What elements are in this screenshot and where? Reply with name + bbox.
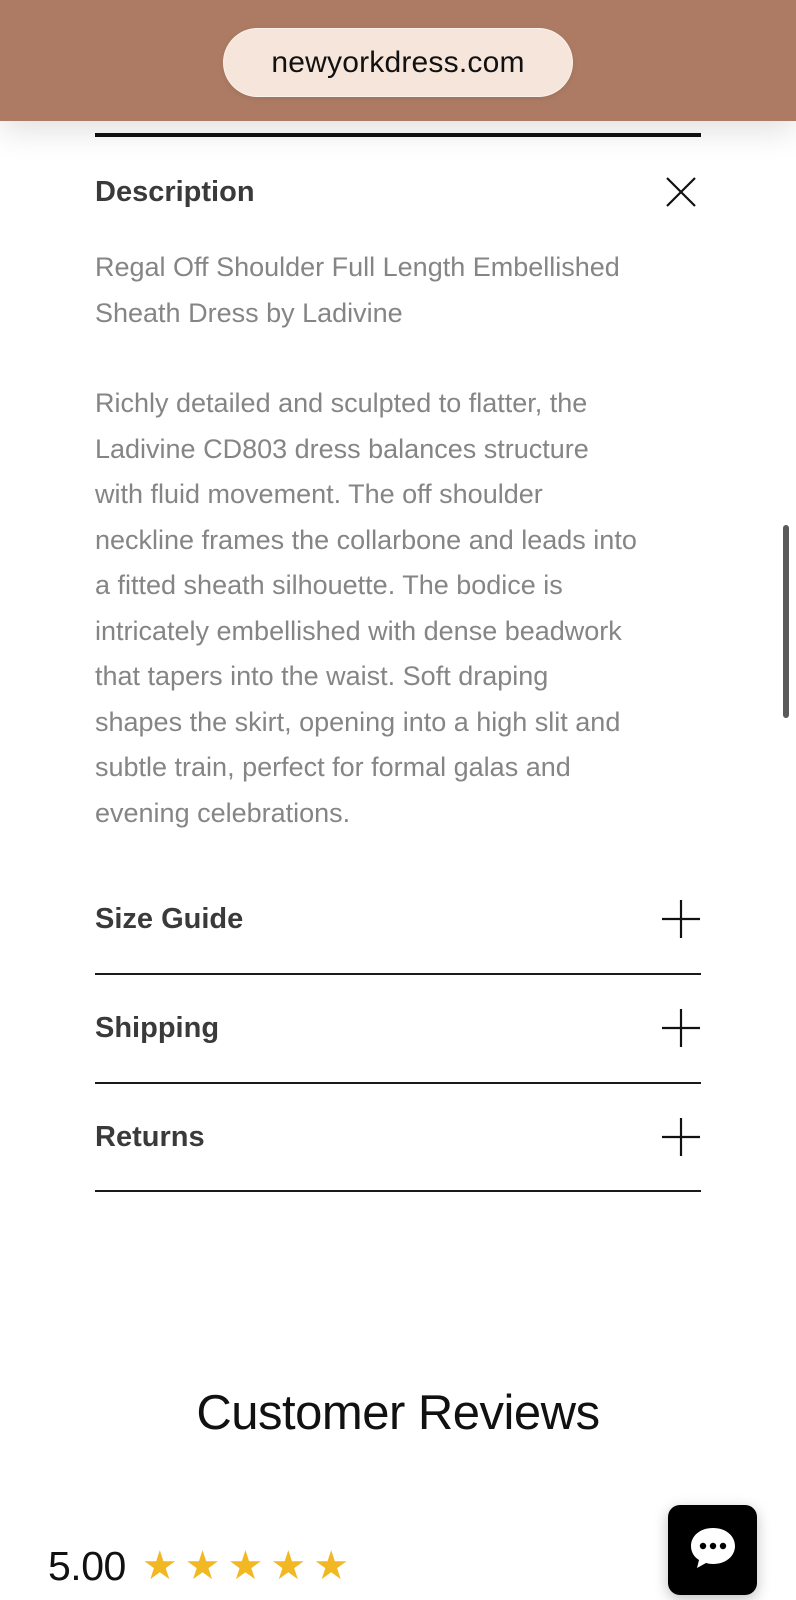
description-line: intricately embellished with dense beadwork <box>95 615 622 646</box>
url-text: newyorkdress.com <box>271 45 525 79</box>
reviews-title: Customer Reviews <box>196 1386 600 1440</box>
star-icon: ★ <box>227 1544 264 1588</box>
chat-bubble-icon <box>688 1525 738 1576</box>
description-header[interactable] <box>95 162 701 222</box>
description-line: Ladivine CD803 dress balances structure <box>95 433 589 464</box>
accordion-divider <box>95 1082 701 1084</box>
description-line: Richly detailed and sculpted to flatter, the <box>95 388 588 418</box>
description-line: a fitted sheath silhouette. The bodice is <box>95 570 563 600</box>
accordion-shipping[interactable] <box>95 998 701 1058</box>
accordion-title: Returns <box>95 1120 205 1153</box>
description-line: neckline frames the collarbone and leads into <box>95 524 637 555</box>
description-top-divider <box>95 133 701 137</box>
description-body <box>95 381 701 836</box>
description-line: shapes the skirt, opening into a high slit and <box>95 706 621 737</box>
accordion-divider <box>95 1190 701 1192</box>
description-line: with fluid movement. The off shoulder <box>95 479 543 509</box>
accordion-divider <box>95 973 701 975</box>
star-icon: ★ <box>184 1544 221 1588</box>
product-name-line: Regal Off Shoulder Full Length Embellished <box>95 252 620 282</box>
accordion-size-guide[interactable] <box>95 889 701 949</box>
description-title: Description <box>95 175 255 208</box>
product-name <box>95 245 701 336</box>
address-bar[interactable] <box>223 28 573 97</box>
accordion-title: Size Guide <box>95 902 244 935</box>
scrollbar-thumb[interactable] <box>783 525 789 718</box>
description-line: subtle train, perfect for formal galas and <box>95 752 571 782</box>
accordion-title: Shipping <box>95 1011 220 1044</box>
product-name-line: Sheath Dress by Ladivine <box>95 297 403 328</box>
close-icon[interactable] <box>661 172 701 212</box>
plus-icon[interactable] <box>661 899 701 939</box>
chat-button[interactable] <box>668 1505 757 1595</box>
rating-summary <box>48 1536 356 1596</box>
star-icon: ★ <box>313 1544 350 1588</box>
accordion-returns[interactable] <box>95 1107 701 1167</box>
description-line: that tapers into the waist. Soft draping <box>95 661 549 691</box>
browser-top-bar <box>0 0 796 121</box>
plus-icon[interactable] <box>661 1008 701 1048</box>
description-line: evening celebrations. <box>95 797 351 828</box>
plus-icon[interactable] <box>661 1117 701 1157</box>
star-icon: ★ <box>270 1544 307 1588</box>
rating-average: 5.00 <box>48 1542 126 1589</box>
star-icon: ★ <box>141 1544 178 1588</box>
